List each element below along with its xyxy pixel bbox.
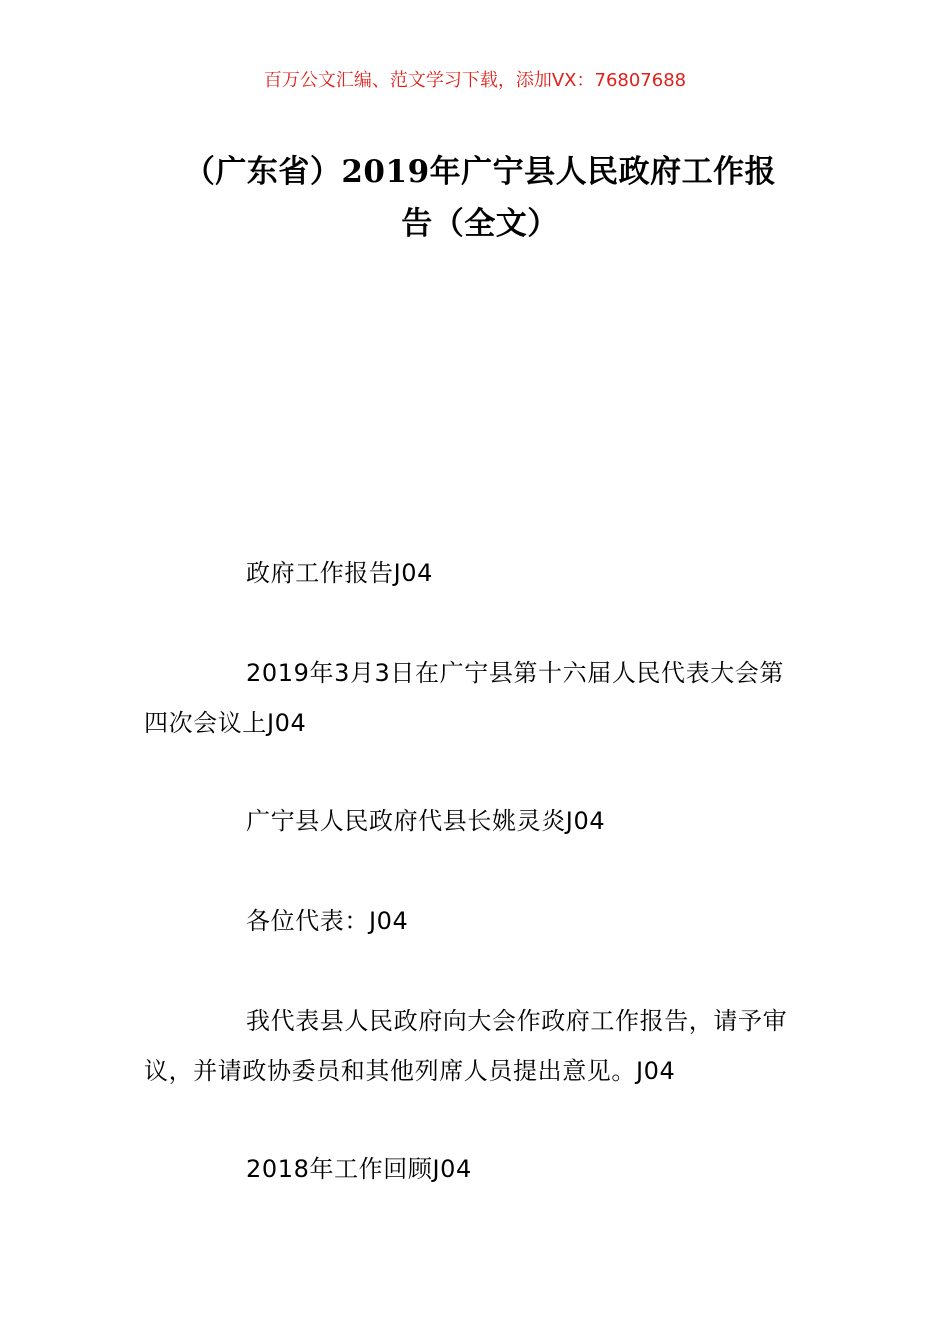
- document-title: [150, 146, 810, 250]
- paragraph-reporter: 广宁县人民政府代县长姚灵炎J04: [246, 807, 606, 835]
- paragraph-report-label: 政府工作报告J04: [246, 559, 434, 587]
- title-line-2: 告（全文）: [401, 206, 559, 242]
- paragraph-opening: 我代表县人民政府向大会作政府工作报告，请予审议，并请政协委员和其他列席人员提出意见。J04: [144, 1007, 788, 1085]
- paragraph-meeting-info: 2019年3月3日在广宁县第十六届人民代表大会第四次会议上J04: [144, 659, 785, 737]
- title-line-1: （广东省）2019年广宁县人民政府工作报: [183, 154, 777, 190]
- header-watermark-note: 百万公文汇编、范文学习下载，添加VX：76807688: [263, 70, 687, 91]
- paragraph-section-heading: 2018年工作回顾J04: [246, 1155, 472, 1183]
- paragraph-salutation: 各位代表：J04: [246, 907, 409, 935]
